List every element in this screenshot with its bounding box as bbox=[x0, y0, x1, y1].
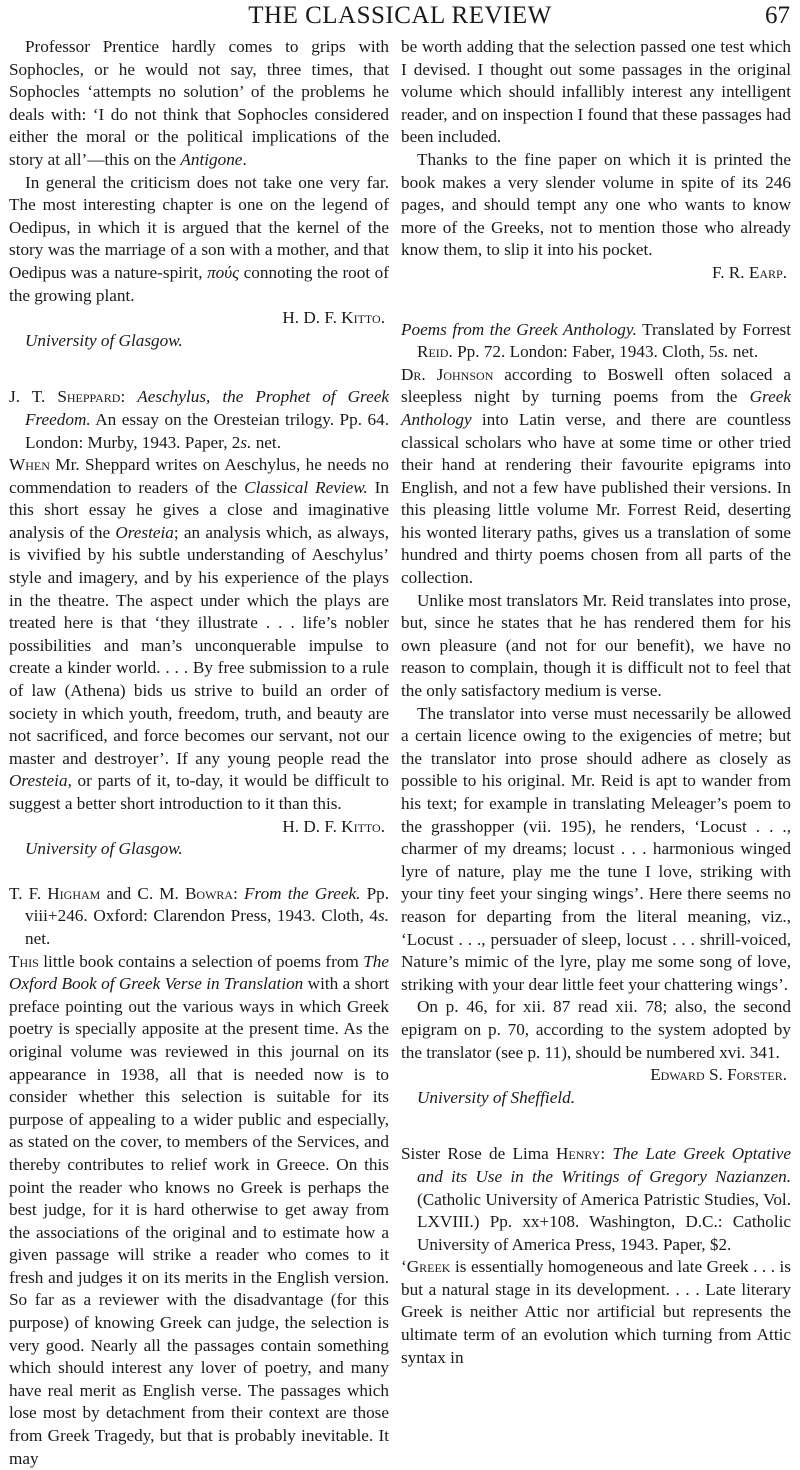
text-run: (Catholic University of America Patristic Studies, Vol. LXVIII.) Pp. xx+108. Washington, D.C.: Catholic University of America Press, 1943. Paper, $2. bbox=[417, 1189, 791, 1254]
small-caps-text: Dr. Johnson bbox=[401, 364, 494, 384]
paragraph bbox=[9, 172, 389, 308]
text-run: Pp. viii+246. Oxford: Clarendon Press, 1943. Cloth, 4 bbox=[25, 883, 390, 926]
small-caps-text: Edward S. Forster bbox=[650, 1065, 783, 1085]
text-run: J. T. bbox=[9, 387, 58, 407]
text-run: Translated by Forrest bbox=[636, 319, 792, 339]
text-run: . bbox=[380, 308, 385, 328]
text-run: . bbox=[380, 816, 385, 836]
text-run: On p. 46, for xii. 87 read xii. 78; also, the second epigram on p. 70, according to the system adopted by the translator (see p. 11), should be numbered xvi. 341. bbox=[401, 997, 791, 1062]
text-run: , or parts of it, to-day, it would be difficult to suggest a better short introduction to it than this. bbox=[9, 771, 389, 813]
italic-text: Poems from the Greek Anthology. bbox=[401, 319, 637, 339]
text-run: University of Sheffield. bbox=[417, 1087, 575, 1107]
text-run: An essay on the Oresteian trilogy. Pp. 64. London: Murby, 1943. Paper, 2 bbox=[25, 409, 389, 452]
text-run: . Pp. 72. London: Faber, 1943. Cloth, 5 bbox=[448, 342, 718, 362]
reviewer-signature bbox=[401, 262, 791, 285]
text-run: net. bbox=[25, 928, 51, 948]
text-run: In general the criticism does not take one very far. The most interesting chapter is one on the legend of Oedipus, in which it is argued that the kernel of the story was the marriage of a son with a mother, and that Oedipus was a nature-spirit, bbox=[9, 172, 389, 282]
paragraph bbox=[401, 149, 791, 262]
paragraph bbox=[9, 951, 389, 1470]
small-caps-text: Reid bbox=[417, 342, 449, 362]
text-run: Unlike most translators Mr. Reid translates into prose, but, since he states that he has rendered them for his own pleasure (and not for our benefit), we have no reason to complain, though it is difficult not to feel that the only satisfactory medium is verse. bbox=[401, 590, 791, 701]
text-run: F. R. bbox=[712, 262, 749, 282]
small-caps-text: Kitto bbox=[341, 308, 381, 328]
small-caps-text: Higham bbox=[47, 883, 101, 903]
small-caps-text: Henry bbox=[555, 1144, 601, 1164]
italic-text: Oresteia bbox=[115, 522, 174, 542]
text-run: net. bbox=[728, 342, 759, 362]
paragraph bbox=[9, 36, 389, 172]
page-number: 67 bbox=[765, 2, 790, 29]
text-run: . bbox=[782, 262, 787, 282]
italic-text: The Oxford Book of Greek Verse in Translation bbox=[9, 951, 389, 994]
paragraph bbox=[401, 1256, 791, 1369]
text-run: little book contains a selection of poems from bbox=[38, 951, 364, 971]
text-run: connoting the root of the growing plant. bbox=[9, 262, 389, 305]
text-run: T. F. bbox=[9, 883, 48, 903]
text-run: ; an analysis which, as always, is vivified by his subtle understanding of Aeschylus’ style and imagery, and by his experience of the plays in the theatre. The aspect under which the plays are treated here is that ‘they illustrate . . . life’s nobler possibilities and man’s unconquerable impulse to create a kinder world. . . . By free submission to a rule of law (Athena) bids us strive to build an order of society in which youth, freedom, truth, and beauty are not sacrificed, and force becomes our servant, not our master and destroyer’. If any young people read the bbox=[9, 522, 389, 768]
small-caps-text: Kitto bbox=[341, 816, 381, 836]
italic-text: s. bbox=[717, 342, 729, 362]
italic-text: Oresteia bbox=[9, 771, 68, 791]
text-run: The translator into verse must necessarily be allowed a certain licence owing to the exigencies of metre; but the translator into prose should adhere as closely as possible to his original. Mr. Reid is apt to wander from his text; for example in translating Meleager’s poem to the grasshopper (vii. 195), he renders, ‘Locust . . ., charmer of my dreams; locust . . . harmonious winged lyre of nature, play me the tune I love, striking with your tiny feet your singing wings’. Here there seems no reason for departing from the literal meaning, viz., ‘Locust . . ., persuader of sleep, locust . . . shrill-voiced, Nature’s mimic of the lyre, play me some song of love, striking with your dear little feet your chattering wings’. bbox=[401, 703, 791, 994]
text-run: Professor Prentice hardly comes to grips with Sophocles, or he would not say, three times, that Sophocles ‘attempts no solution’ of the problems he deals with: ‘I do not think that Sophocles considered either the moral or the political implications of the story at all’—this on the bbox=[9, 37, 389, 169]
small-caps-text: Earp bbox=[748, 262, 783, 282]
left-column bbox=[9, 36, 389, 1470]
running-header bbox=[0, 0, 800, 34]
small-caps-text: When bbox=[9, 455, 50, 475]
reviewer-signature bbox=[9, 307, 389, 330]
text-run: according to Boswell often solaced a sleepless night by turning poems from the bbox=[401, 364, 791, 407]
small-caps-text: Greek bbox=[406, 1257, 451, 1277]
text-run: University of Glasgow. bbox=[25, 839, 183, 859]
text-run: . bbox=[242, 149, 247, 169]
small-caps-text: Sheppard bbox=[57, 387, 121, 407]
italic-text: Aeschylus, the Prophet of Greek Freedom. bbox=[25, 387, 389, 429]
text-run: : bbox=[120, 387, 138, 407]
paragraph bbox=[9, 454, 389, 816]
text-run: Mr. Sheppard writes on Aeschylus, he needs no commendation to readers of the bbox=[9, 455, 389, 497]
review-heading bbox=[9, 386, 389, 454]
journal-title: THE CLASSICAL REVIEW bbox=[248, 2, 552, 29]
reviewer-affiliation bbox=[9, 838, 389, 861]
right-column bbox=[401, 36, 791, 1369]
text-run: H. D. F. bbox=[282, 308, 342, 328]
text-run: and C. M. bbox=[100, 883, 185, 903]
text-run: University of Glasgow. bbox=[25, 330, 183, 350]
review-heading bbox=[9, 883, 389, 951]
italic-text: Antigone bbox=[180, 149, 243, 169]
text-run: ‘ bbox=[401, 1257, 407, 1277]
text-run: is essentially homogeneous and late Greek . . . is but a natural stage in its development. . . . Late literary Greek is neither Attic nor artificial but represents the ultimate term of an evolution which turning from Attic syntax in bbox=[401, 1257, 791, 1367]
text-run: Thanks to the fine paper on which it is printed the book makes a very slender volume in spite of its 246 pages, and should tempt any one who wants to know more of the Greeks, not to mention those who already know them, to slip it into his pocket. bbox=[401, 149, 791, 260]
italic-text: πούς bbox=[207, 262, 240, 282]
text-run: In this short essay he gives a close and imaginative analysis of the bbox=[9, 477, 389, 542]
italic-text: Classical Review. bbox=[244, 477, 368, 497]
text-run: net. bbox=[251, 432, 281, 452]
italic-text: s. bbox=[240, 432, 252, 452]
small-caps-text: Bowra bbox=[184, 883, 234, 903]
paragraph bbox=[401, 996, 791, 1064]
text-run: . bbox=[782, 1065, 787, 1085]
paragraph bbox=[401, 36, 791, 149]
italic-text: s. bbox=[378, 906, 389, 926]
italic-text: From the Greek. bbox=[244, 883, 361, 903]
text-run: : bbox=[233, 883, 245, 903]
paragraph bbox=[401, 703, 791, 997]
italic-text: The Late Greek Optative and its Use in the Writings of Gregory Nazianzen. bbox=[417, 1144, 791, 1186]
text-run: be worth adding that the selection passed one test which I devised. I thought out some passages in the original volume which should infallibly interest any intelligent reader, and on inspection I found that these passages had been included. bbox=[401, 37, 791, 147]
text-run: H. D. F. bbox=[282, 816, 342, 836]
paragraph bbox=[401, 364, 791, 590]
reviewer-signature bbox=[9, 816, 389, 839]
review-heading bbox=[401, 1143, 791, 1256]
text-run: Sister Rose de Lima bbox=[401, 1144, 556, 1164]
text-run: into Latin verse, and there are countless classical scholars who have at some time or other tried their hand at rendering their favourite epigrams into English, and not a few have published their versions. In this pleasing little volume Mr. Forrest Reid, deserting his wonted literary paths, gives us a translation of some hundred and thirty poems chosen from all parts of the collection. bbox=[401, 409, 791, 588]
review-heading bbox=[401, 319, 791, 364]
text-run: : bbox=[600, 1144, 613, 1164]
small-caps-text: This bbox=[9, 951, 39, 971]
reviewer-affiliation bbox=[9, 330, 389, 353]
reviewer-affiliation bbox=[401, 1087, 791, 1110]
reviewer-signature bbox=[401, 1064, 791, 1087]
text-run: with a short preface pointing out the various ways in which Greek poetry is specially apposite at the present time. As the original volume was reviewed in this journal on its appearance in 1938, all that is needed now is to consider whether this selection is suitable for its purpose of appealing to a wider public and especially, as stated on the cover, to members of the Services, and thereby contributes to relief work in Greece. On this point the reader who knows no Greek is perhaps the best judge, for it is hard otherwise to get away from the associations of the original and to estimate how a given passage will strike a reader who comes to it fresh and judges it on its merits in the English version. So far as a reviewer with the disadvantage (for this purpose) of knowing Greek can judge, the selection is very good. Nearly all the passages contain something which should interest any lover of poetry, and many have real merit as English verse. The passages which lose most by detachment from their context are those from Greek Tragedy, but that is probably inevitable. It may bbox=[9, 974, 389, 1468]
italic-text: Greek Anthology bbox=[401, 387, 791, 429]
paragraph bbox=[401, 590, 791, 703]
